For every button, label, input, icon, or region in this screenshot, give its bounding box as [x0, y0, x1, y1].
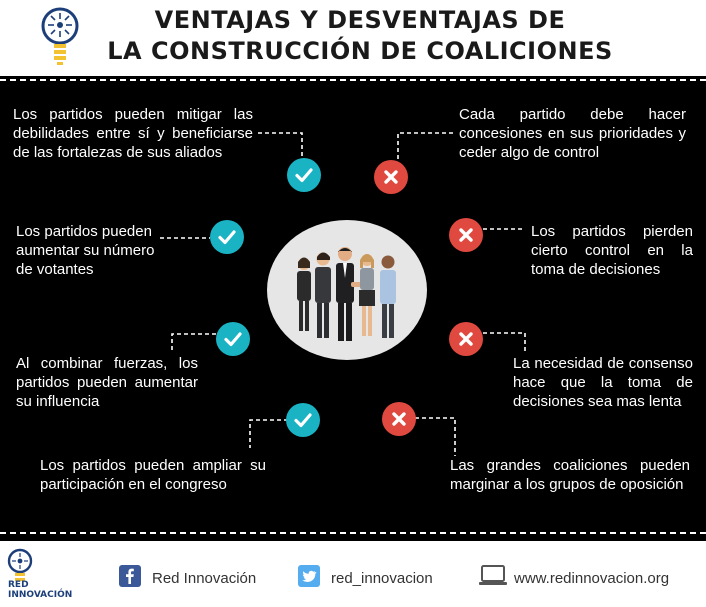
- advantage-2-line-1: Los partidos pueden: [16, 223, 152, 240]
- connector-advantage-1: [258, 133, 302, 158]
- advantage-text-3: [16, 354, 198, 411]
- computer-monitor-icon: [479, 565, 507, 587]
- disadvantage-1-line-3: ceder algo de control: [459, 144, 600, 161]
- disadvantage-4-line-2: marginar a los grupos de oposición: [450, 476, 684, 493]
- disadvantage-text-3: [513, 354, 693, 411]
- connector-disadvantage-1: [398, 133, 453, 160]
- disadvantage-text-1: [459, 105, 686, 162]
- connector-disadvantage-4: [415, 418, 455, 456]
- check-icon: [286, 403, 320, 437]
- advantage-3-line-3: su influencia: [16, 393, 100, 410]
- disadvantage-text-4: [450, 456, 690, 494]
- disadvantage-2-line-3: toma de decisiones: [531, 261, 661, 278]
- connector-advantage-4: [250, 420, 288, 448]
- disadvantage-text-2: [531, 222, 693, 279]
- advantage-2-line-2: aumentar su número: [16, 242, 155, 259]
- advantage-1-line-3: de las fortalezas de sus aliados: [13, 144, 223, 161]
- disadvantage-4-line-1: Las grandes coaliciones pueden: [450, 457, 690, 474]
- disadvantage-3-line-1: La necesidad de consenso: [513, 355, 693, 372]
- cross-icon: [374, 160, 408, 194]
- twitter-link[interactable]: red_innovacion: [331, 570, 433, 587]
- advantage-4-line-2: participación en el congreso: [40, 476, 227, 493]
- advantage-3-line-1: Al combinar fuerzas, los: [16, 355, 198, 372]
- advantage-4-line-1: Los partidos pueden ampliar su: [40, 457, 266, 474]
- advantage-text-1: [13, 105, 253, 162]
- cross-icon: [382, 402, 416, 436]
- advantage-text-2: [16, 222, 166, 279]
- facebook-icon[interactable]: [119, 565, 141, 587]
- disadvantage-3-line-3: decisiones sea mas lenta: [513, 393, 682, 410]
- twitter-icon[interactable]: [298, 565, 320, 587]
- connector-advantage-3: [172, 334, 216, 350]
- footer-logo-label: RED INNOVACIÓN: [8, 580, 73, 600]
- check-icon: [216, 322, 250, 356]
- disadvantage-1-line-1: Cada partido debe hacer: [459, 106, 686, 123]
- advantage-1-line-1: Los partidos pueden mitigar las: [13, 106, 253, 123]
- title-line-2: LA CONSTRUCCIÓN DE COALICIONES: [107, 37, 613, 65]
- advantage-2-line-3: de votantes: [16, 261, 94, 278]
- disadvantage-2-line-1: Los partidos pierden: [531, 223, 693, 240]
- advantage-text-4: [40, 456, 266, 494]
- advantage-1-line-2: debilidades entre sí y beneficiarse: [13, 125, 253, 142]
- connector-disadvantage-3: [483, 333, 525, 352]
- disadvantage-3-line-2: hace que la toma de: [513, 374, 693, 391]
- cross-icon: [449, 322, 483, 356]
- footer-logo-text: [8, 580, 84, 600]
- business-people-icon: [267, 220, 427, 360]
- disadvantage-1-line-2: concesiones en sus prioridades y: [459, 125, 686, 142]
- advantage-3-line-2: partidos pueden aumentar: [16, 374, 198, 391]
- cross-icon: [449, 218, 483, 252]
- check-icon: [287, 158, 321, 192]
- business-team-illustration: [267, 220, 427, 360]
- website-link[interactable]: www.redinnovacion.org: [514, 570, 670, 587]
- disadvantage-2-line-2: cierto control en la: [531, 242, 693, 259]
- title-line-1: VENTAJAS Y DESVENTAJAS DE: [154, 6, 566, 34]
- check-icon: [210, 220, 244, 254]
- facebook-link[interactable]: Red Innovación: [152, 570, 257, 587]
